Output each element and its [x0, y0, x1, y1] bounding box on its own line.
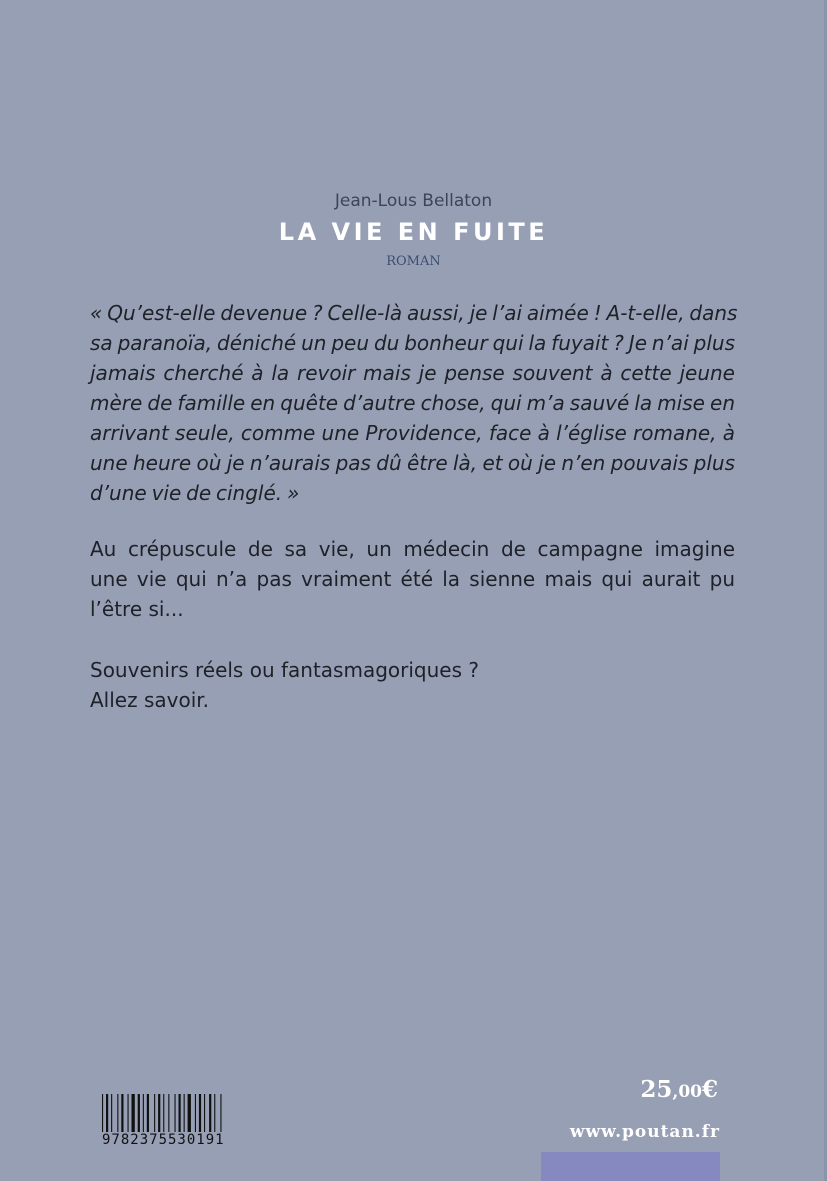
- teaser-paragraph: [90, 655, 735, 715]
- quote-line: « Qu’est-elle devenue ? Celle-là aussi, je l’ai aimée ! A-t-elle, dans: [90, 301, 738, 325]
- quote-line: d’une vie de cinglé. »: [90, 481, 300, 505]
- summary-line: l’être si...: [90, 597, 184, 621]
- excerpt-quote: [90, 298, 738, 508]
- summary-line: une vie qui n’a pas vraiment été la sienne mais qui aurait pu: [90, 567, 735, 591]
- price-cents: ,00: [672, 1082, 702, 1102]
- publisher-website: www.poutan.fr: [569, 1122, 720, 1142]
- quote-line: arrivant seule, comme une Providence, face à l’église romane, à: [90, 421, 735, 445]
- summary-line: Au crépuscule de sa vie, un médecin de campagne imagine: [90, 537, 735, 561]
- publisher-color-bar: [541, 1152, 720, 1181]
- quote-line: sa paranoïa, déniché un peu du bonheur qui la fuyait ? Je n’ai plus: [90, 331, 735, 355]
- teaser-line: Allez savoir.: [90, 688, 210, 712]
- price-currency: €: [701, 1076, 718, 1103]
- summary-paragraph: [90, 534, 735, 624]
- book-price: [640, 1075, 718, 1107]
- teaser-line: Souvenirs réels ou fantasmagoriques ?: [90, 658, 479, 682]
- quote-line: mère de famille en quête d’autre chose, qui m’a sauvé la mise en: [90, 391, 735, 415]
- cover-header: [0, 190, 827, 270]
- quote-line: une heure où je n’aurais pas dû être là, et où je n’en pouvais plus: [90, 451, 735, 475]
- book-title: LA VIE EN FUITE: [278, 218, 549, 246]
- author-name: Jean-Lous Bellaton: [334, 191, 493, 211]
- price-units: 25: [640, 1076, 673, 1103]
- isbn-digits: 9782375530191: [100, 1132, 250, 1148]
- isbn-barcode: [100, 1094, 248, 1154]
- quote-line: jamais cherché à la revoir mais je pense souvent à cette jeune: [90, 361, 735, 385]
- book-genre: ROMAN: [386, 254, 441, 269]
